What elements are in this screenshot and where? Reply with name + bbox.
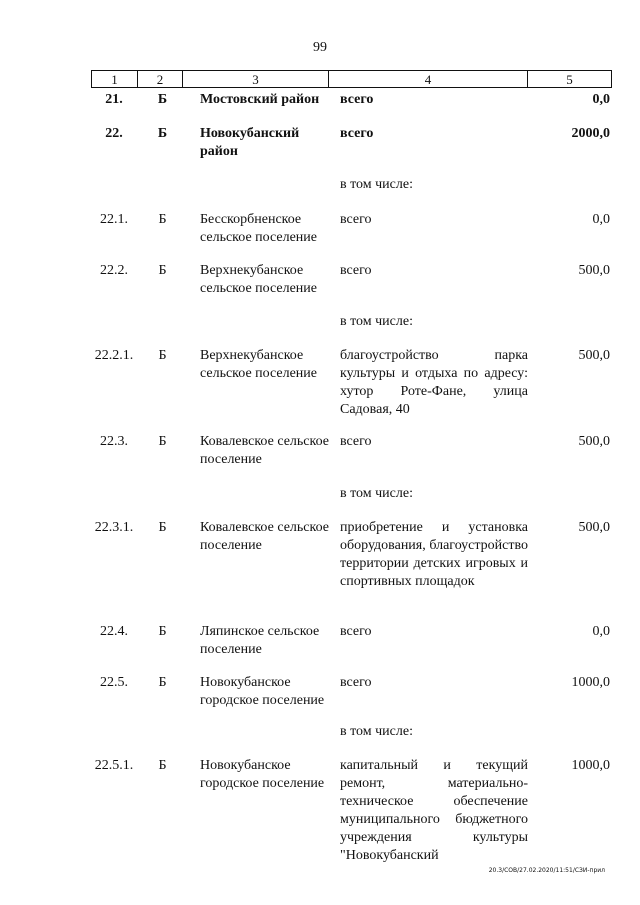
row-type: Б xyxy=(158,520,167,535)
row-name: Бесскорбненское сельское поселение xyxy=(200,212,317,245)
row-name: Мостовский район xyxy=(200,92,320,107)
row-name: Новокубанский район xyxy=(200,126,300,159)
row-description: капитальный и текущий ремонт, материально-техническое обеспечение муниципального бюджетного учреждения культуры "Новокубанский xyxy=(340,758,528,863)
row-description: в том числе: xyxy=(340,486,413,501)
row-number: 22.5.1. xyxy=(94,758,134,773)
row-number: 22.3.1. xyxy=(94,520,134,535)
table-header xyxy=(91,70,612,88)
row-type: Б xyxy=(157,92,168,107)
document-footer-code: 20.3/СОВ/27.02.2020/11:51/СЗИ-прил xyxy=(488,867,605,874)
row-description: в том числе: xyxy=(340,314,413,329)
row-type: Б xyxy=(158,624,167,639)
header-col-3: 3 xyxy=(183,71,329,87)
row-type: Б xyxy=(157,126,168,141)
row-number: 22.5. xyxy=(100,675,128,690)
row-type: Б xyxy=(158,263,167,278)
row-value: 500,0 xyxy=(578,434,610,449)
row-name: Новокубанское городское поселение xyxy=(200,675,325,708)
row-number: 22.2.1. xyxy=(94,348,134,363)
row-number: 22. xyxy=(105,126,123,141)
row-name: Верхнекубанское сельское поселение xyxy=(200,348,317,381)
row-number: 22.4. xyxy=(100,624,128,639)
row-description: приобретение и установка оборудования, благоустройство территории детских игровых и спортивных площадок xyxy=(340,520,528,589)
row-type: Б xyxy=(158,348,167,363)
row-description: благоустройство парка культуры и отдыха по адресу: хутор Роте-Фане, улица Садовая, 40 xyxy=(340,348,528,417)
row-value: 1000,0 xyxy=(571,675,610,690)
row-description: в том числе: xyxy=(340,724,413,739)
row-type: Б xyxy=(158,212,167,227)
row-value: 2000,0 xyxy=(571,126,610,141)
row-name: Новокубанское городское поселение xyxy=(200,758,325,791)
header-col-4: 4 xyxy=(329,71,528,87)
header-col-1: 1 xyxy=(92,71,138,87)
row-number: 22.2. xyxy=(100,263,128,278)
row-value: 0,0 xyxy=(592,92,610,107)
row-number: 21. xyxy=(105,92,123,107)
row-value: 0,0 xyxy=(592,624,610,639)
page-number: 99 xyxy=(313,40,327,55)
header-col-5: 5 xyxy=(566,72,573,87)
row-type: Б xyxy=(158,434,167,449)
row-description: всего xyxy=(340,624,372,639)
row-name: Ляпинское сельское поселение xyxy=(200,624,320,657)
row-number: 22.3. xyxy=(100,434,128,449)
row-value: 1000,0 xyxy=(571,758,610,773)
row-description: всего xyxy=(340,212,372,227)
row-number: 22.1. xyxy=(100,212,128,227)
row-description: всего xyxy=(340,263,372,278)
row-description: всего xyxy=(340,92,374,107)
row-description: всего xyxy=(340,675,372,690)
row-value: 0,0 xyxy=(592,212,610,227)
row-value: 500,0 xyxy=(578,520,610,535)
row-value: 500,0 xyxy=(578,348,610,363)
row-name: Ковалевское сельское поселение xyxy=(200,520,329,553)
row-description: всего xyxy=(340,126,374,141)
row-description: всего xyxy=(340,434,372,449)
row-name: Ковалевское сельское поселение xyxy=(200,434,329,467)
header-col-2: 2 xyxy=(138,71,183,87)
row-value: 500,0 xyxy=(578,263,610,278)
row-description: в том числе: xyxy=(340,177,413,192)
row-name: Верхнекубанское сельское поселение xyxy=(200,263,317,296)
row-type: Б xyxy=(158,675,167,690)
row-type: Б xyxy=(158,758,167,773)
